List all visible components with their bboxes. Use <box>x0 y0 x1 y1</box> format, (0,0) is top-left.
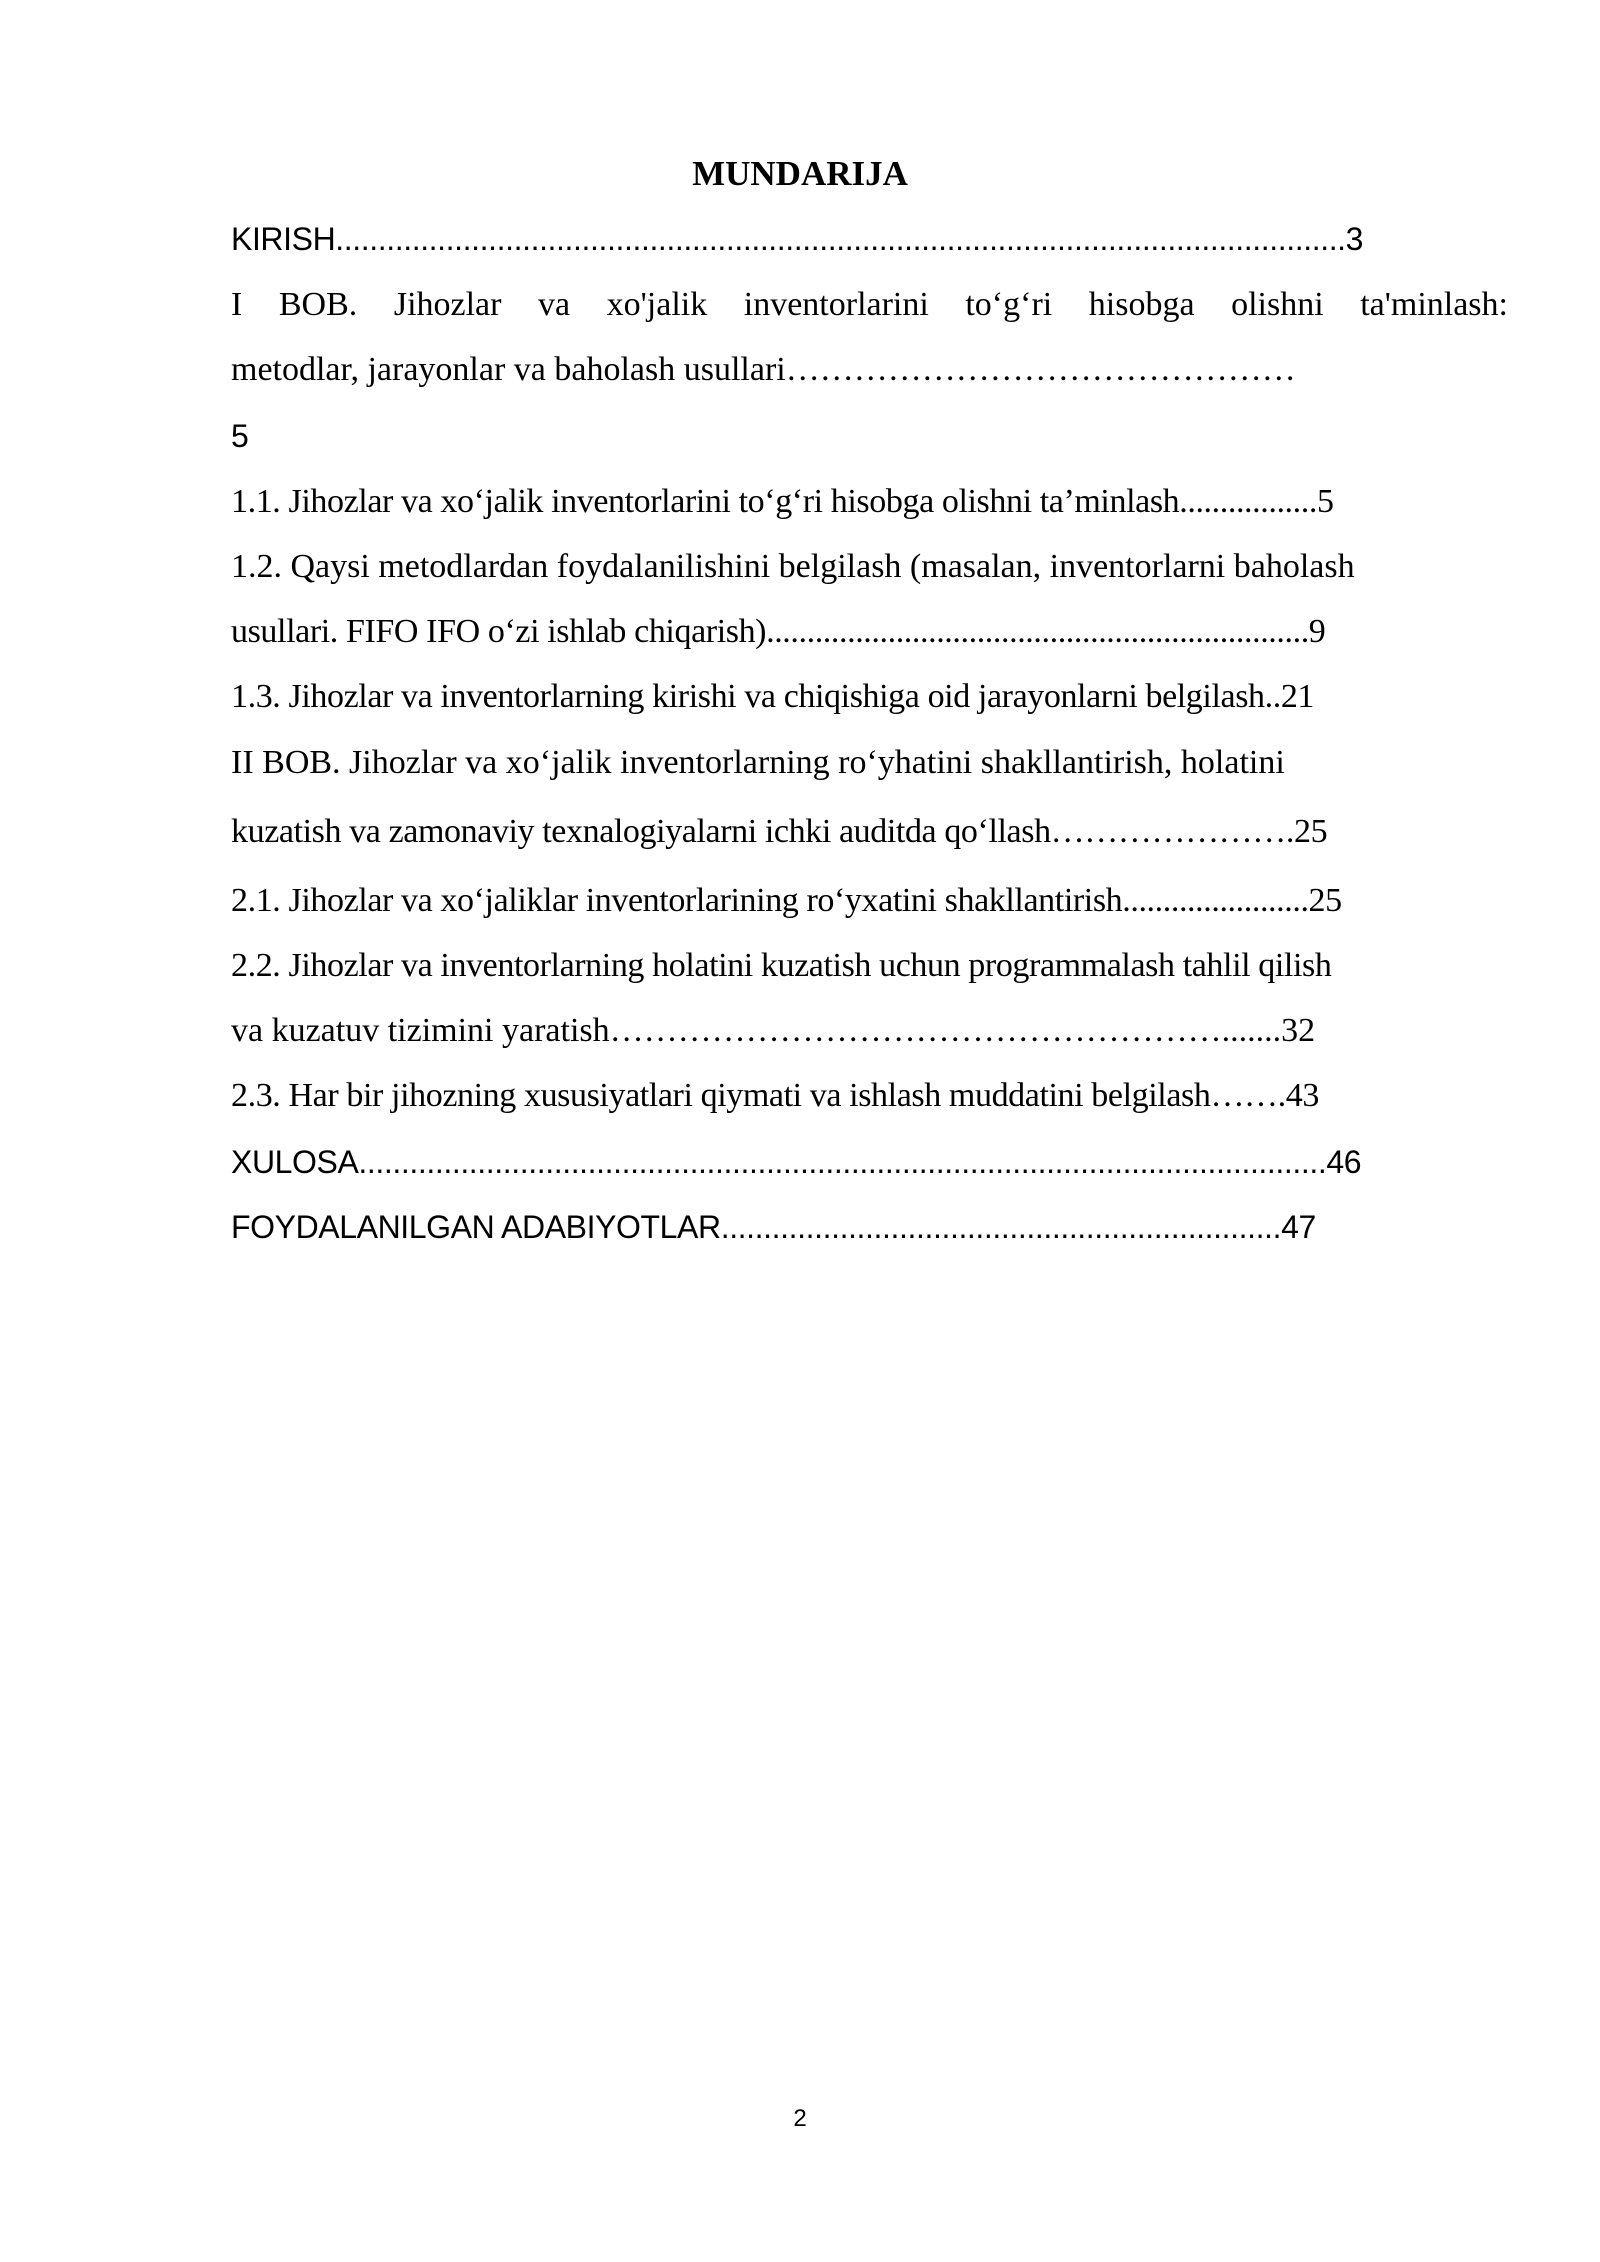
toc-entry-1-2: 1.2. Qaysi metodlardan foydalanilishini belgilash (masalan, inventorlarni baholash <box>231 548 1355 585</box>
page-number: 2 <box>793 2105 807 2132</box>
page-title: MUNDARIJA <box>692 154 908 193</box>
toc-entry-2-2: 2.2. Jihozlar va inventorlarning holatini kuzatish uchun programmalash tahlil qilish <box>231 947 1332 984</box>
toc-entry-adabiyotlar: FOYDALANILGAN ADABIYOTLAR..................................................................47 <box>231 1209 1316 1245</box>
toc-entry-1-2-cont: usullari. FIFO IFO o‘zi ishlab chiqarish)...................................................................9 <box>231 613 1326 650</box>
toc-entry-chapter-1: I BOB. Jihozlar va xo'jalik inventorlarini to‘g‘ri hisobga olishni ta'minlash: <box>231 286 1508 323</box>
toc-entry-kirish: KIRISH.......................................................................................................................3 <box>231 221 1364 257</box>
toc-entry-2-1: 2.1. Jihozlar va xo‘jaliklar inventorlarining ro‘yxatini shakllantirish.......................25 <box>231 882 1342 919</box>
toc-entry-xulosa: XULOSA..................................................................................................................46 <box>231 1144 1362 1180</box>
toc-entry-chapter-2-cont: kuzatish va zamonaviy texnalogiyalarni ichki auditda qoʻllash………………….25 <box>231 813 1328 850</box>
toc-entry-2-3: 2.3. Har bir jihozning xususiyatlari qiymati va ishlash muddatini belgilash…….43 <box>231 1077 1319 1114</box>
toc-entry-chapter-1-cont: metodlar, jarayonlar va baholash usullari……………………………………… <box>231 351 1296 388</box>
toc-entry-2-2-cont: va kuzatuv tizimini yaratish……………………………………………….......32 <box>231 1012 1316 1049</box>
toc-entry-1-1: 1.1. Jihozlar va xo‘jalik inventorlarini to‘g‘ri hisobga olishni ta’minlash.................5 <box>231 483 1334 520</box>
toc-entry-chapter-1-page: 5 <box>231 418 249 454</box>
toc-entry-1-3: 1.3. Jihozlar va inventorlarning kirishi va chiqishiga oid jarayonlarni belgilash..21 <box>231 678 1315 715</box>
toc-entry-chapter-2: II BOB. Jihozlar va xoʻjalik inventorlarning roʻyhatini shakllantirish, holatini <box>231 744 1285 781</box>
